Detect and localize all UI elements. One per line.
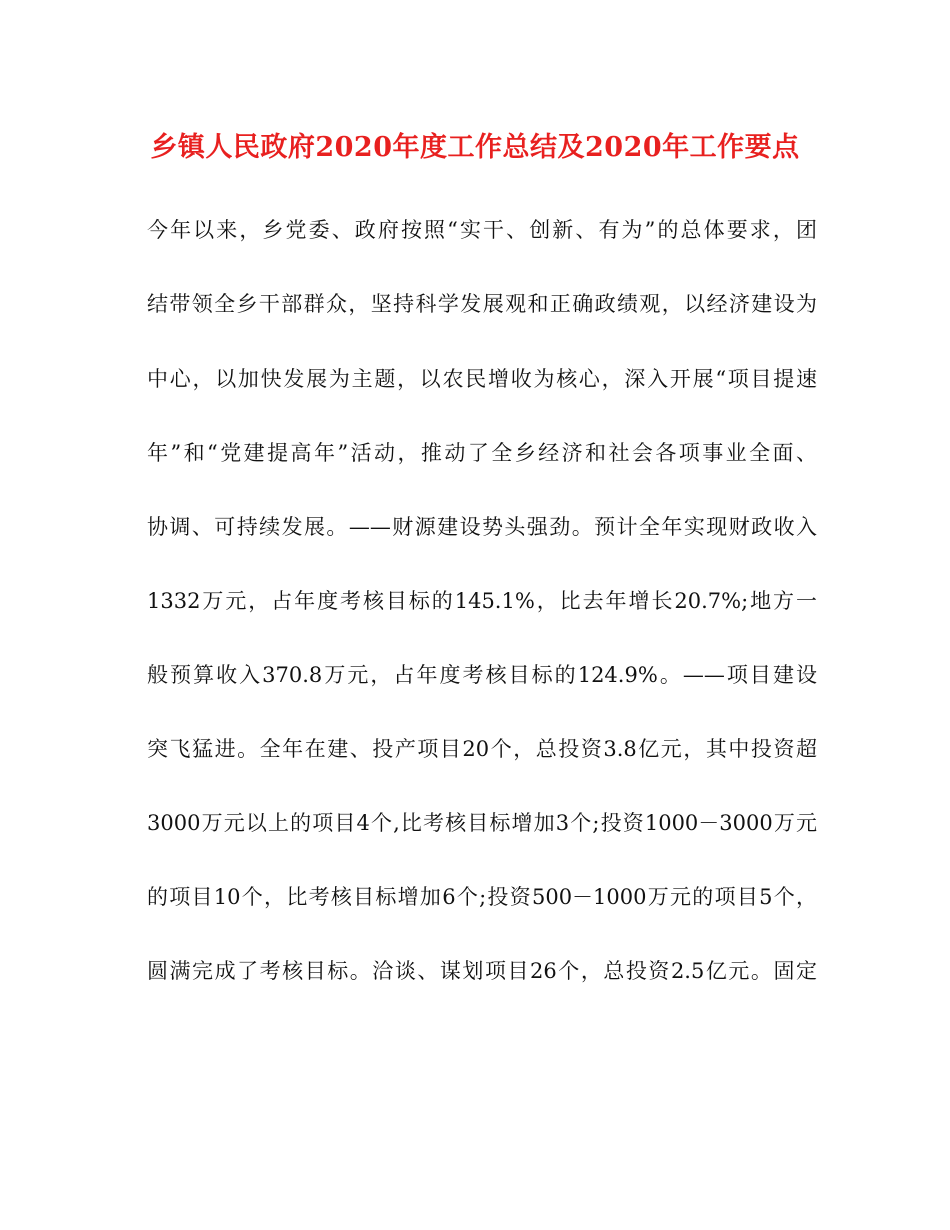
body-line-5: 协调、可持续发展。——财源建设势头强劲。预计全年实现财政收入 [147,515,817,539]
body-line-4: 年”和“党建提高年”活动，推动了全乡经济和社会各项事业全面、 [147,441,817,465]
body-line-3: 中心，以加快发展为主题，以农民增收为核心，深入开展“项目提速 [147,367,817,391]
document-title: 乡镇人民政府2020年度工作总结及2020年工作要点 [150,132,800,163]
body-line-2: 结带领全乡干部群众，坚持科学发展观和正确政绩观，以经济建设为 [147,292,817,316]
body-line-8: 突飞猛进。全年在建、投产项目20个，总投资3.8亿元，其中投资超 [147,737,817,761]
body-line-1: 今年以来，乡党委、政府按照“实干、创新、有为”的总体要求，团 [147,218,817,242]
body-line-7: 般预算收入370.8万元，占年度考核目标的124.9%。——项目建设 [147,663,817,687]
body-line-10: 的项目10个，比考核目标增加6个;投资500－1000万元的项目5个， [147,885,817,909]
body-line-9: 3000万元以上的项目4个,比考核目标增加3个;投资1000－3000万元 [147,811,817,835]
body-line-11: 圆满完成了考核目标。洽谈、谋划项目26个，总投资2.5亿元。固定 [147,959,817,983]
body-line-6: 1332万元，占年度考核目标的145.1%，比去年增长20.7%;地方一 [147,589,817,613]
